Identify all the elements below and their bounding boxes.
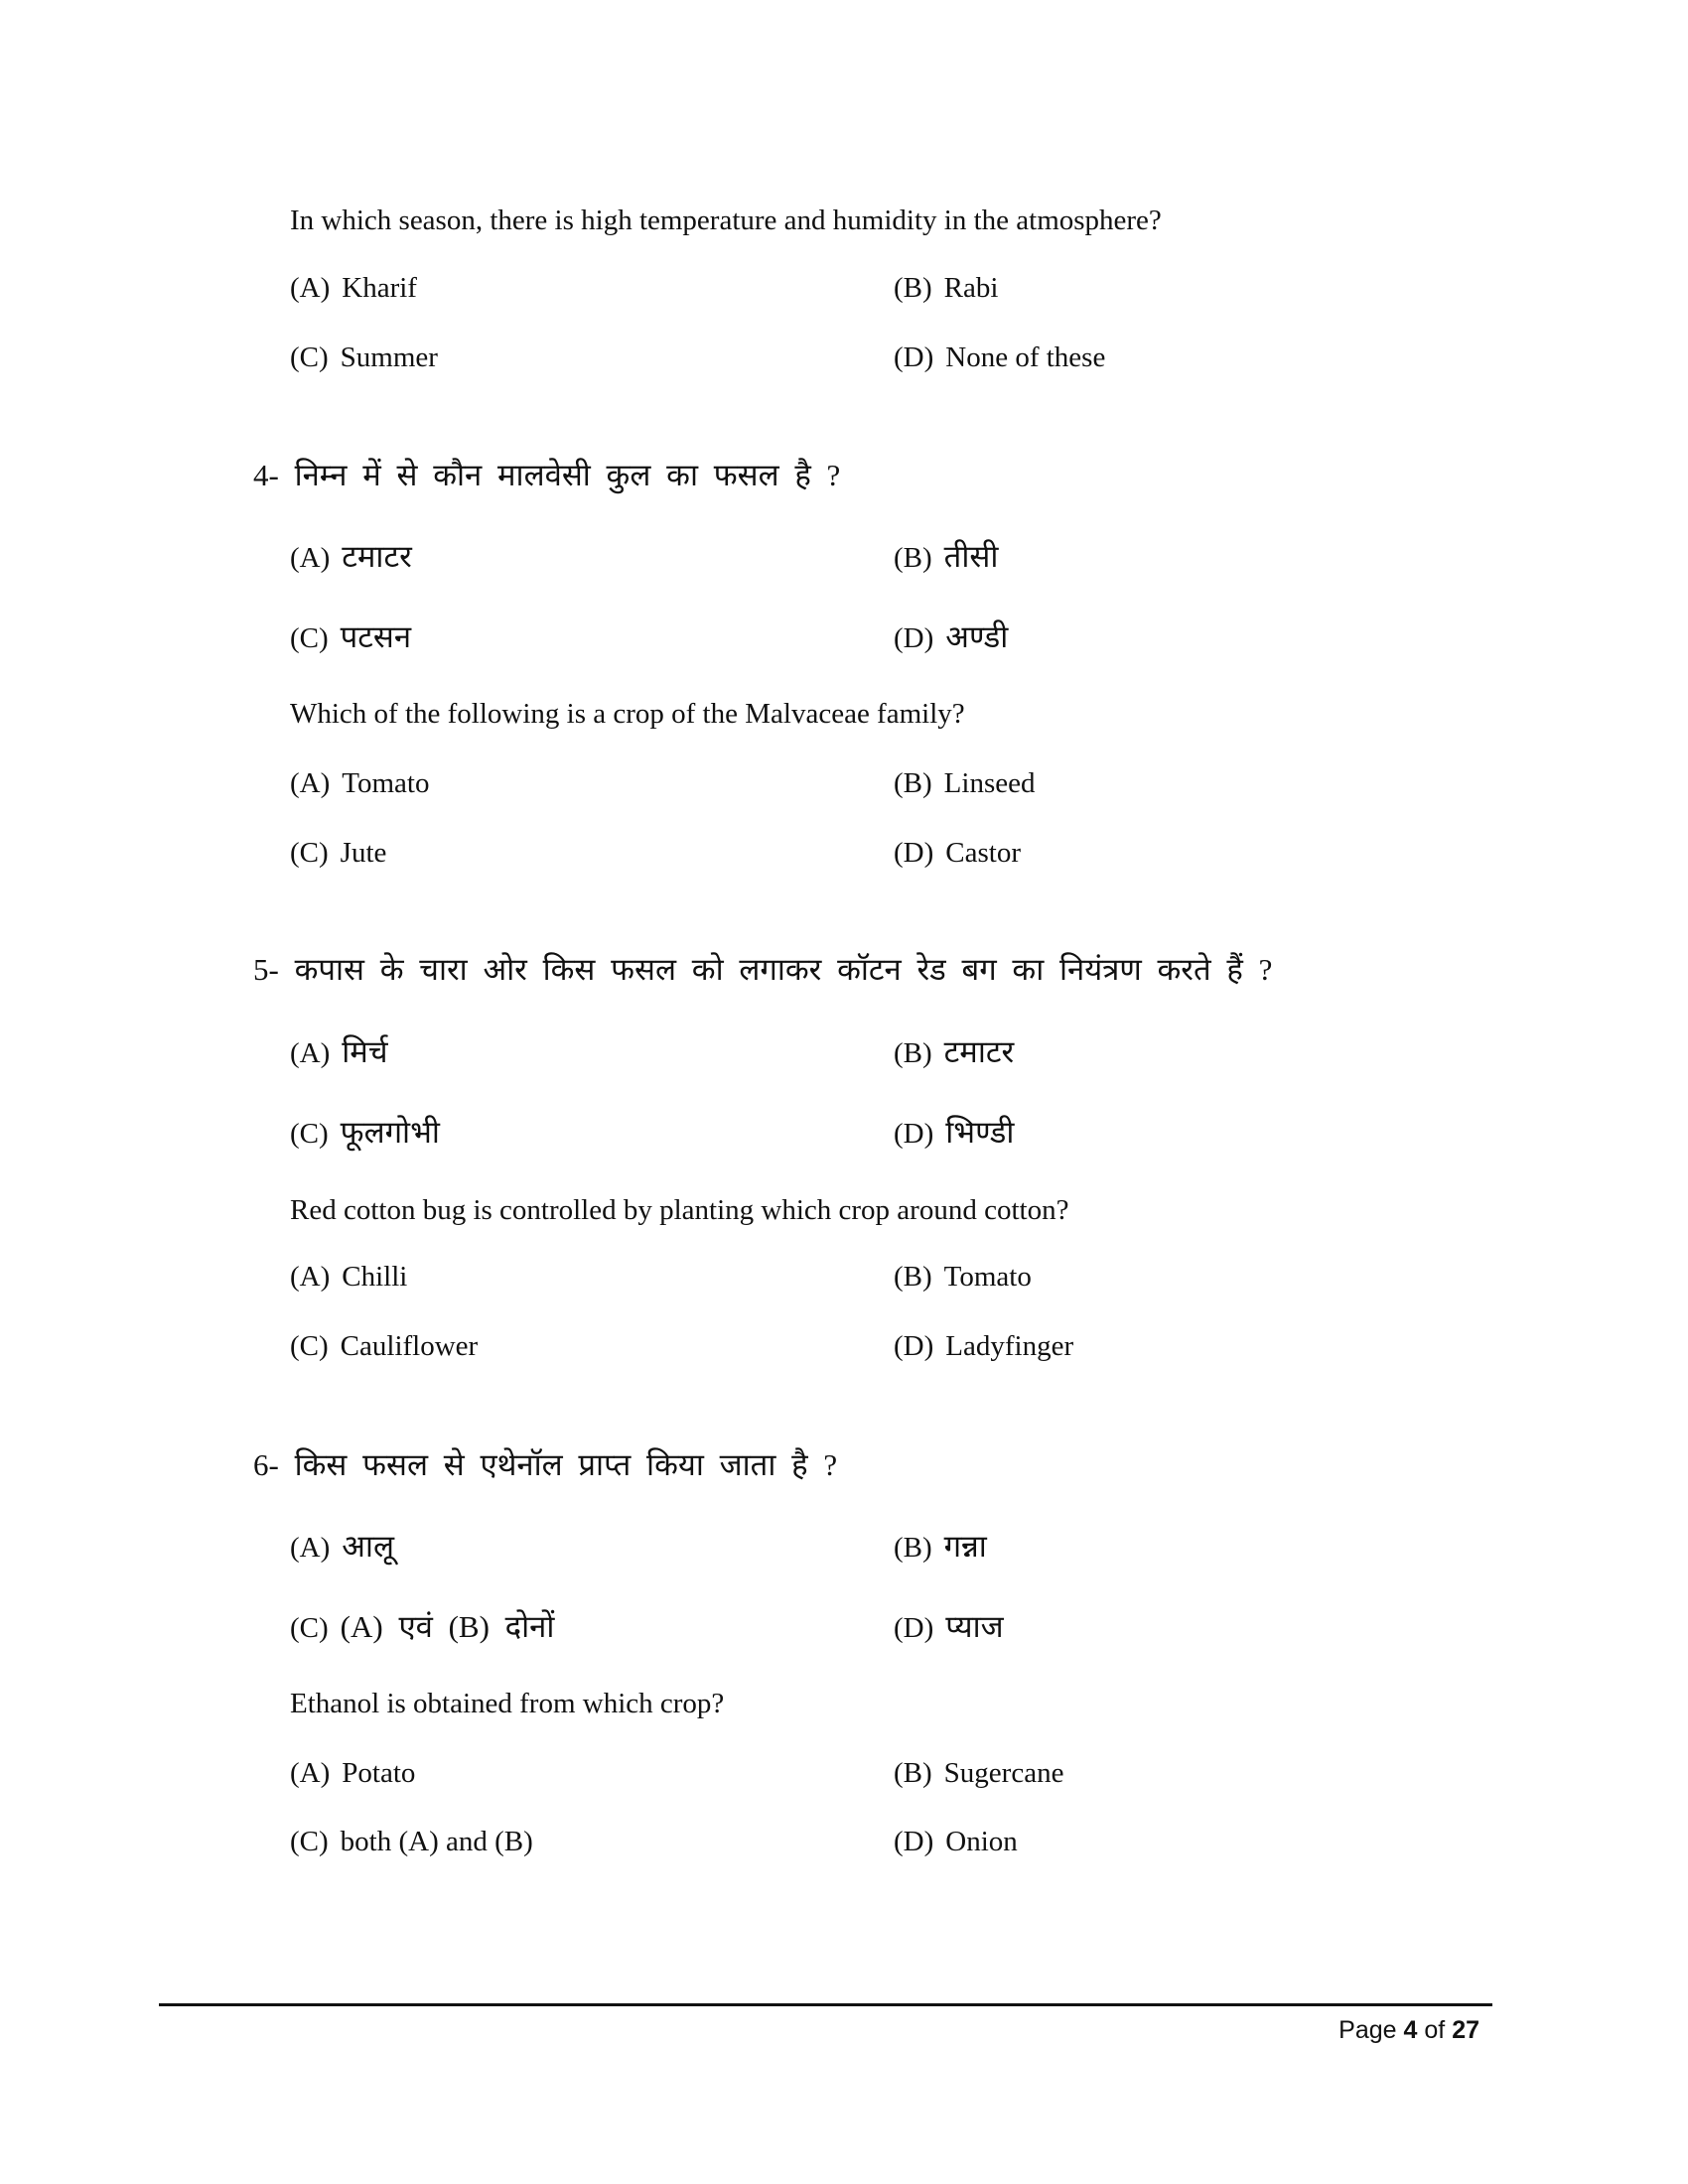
option-a bbox=[290, 270, 417, 306]
question-number: 5- bbox=[253, 952, 279, 987]
option-text: Linseed bbox=[943, 767, 1036, 799]
question-text: किस फसल से एथेनॉल प्राप्त किया जाता है ? bbox=[294, 1447, 838, 1482]
option-b bbox=[894, 1034, 1014, 1071]
option-c bbox=[290, 1328, 478, 1364]
footer-rule bbox=[159, 2003, 1492, 2006]
question-6-hindi bbox=[253, 1447, 837, 1483]
page-word: Page bbox=[1338, 2016, 1397, 2044]
option-text: Kharif bbox=[342, 272, 417, 304]
option-label: (B) bbox=[894, 1532, 932, 1564]
option-a bbox=[290, 1529, 394, 1566]
option-text: तीसी bbox=[943, 539, 999, 574]
option-d bbox=[894, 619, 1008, 656]
option-label: (A) bbox=[290, 1532, 331, 1564]
question-5-english-text: Red cotton bug is controlled by planting which crop around cotton? bbox=[290, 1194, 1069, 1226]
option-label: (B) bbox=[894, 272, 932, 304]
option-text: Sugercane bbox=[943, 1757, 1064, 1789]
option-text: गन्ना bbox=[943, 1529, 987, 1564]
option-text: अण्डी bbox=[945, 619, 1009, 654]
option-label: (B) bbox=[894, 542, 932, 574]
option-a bbox=[290, 1755, 415, 1791]
option-label: (B) bbox=[894, 1757, 932, 1789]
option-text: Summer bbox=[340, 341, 438, 373]
option-text: पटसन bbox=[340, 619, 412, 654]
option-label: (D) bbox=[894, 1826, 934, 1857]
page-number bbox=[1338, 2015, 1479, 2045]
option-label: (B) bbox=[894, 1261, 932, 1293]
option-a bbox=[290, 1259, 407, 1295]
option-b bbox=[894, 1259, 1032, 1295]
option-a bbox=[290, 539, 412, 576]
option-text: Potato bbox=[342, 1757, 416, 1789]
option-label: (D) bbox=[894, 622, 934, 654]
option-text: टमाटर bbox=[342, 539, 412, 574]
question-4-english-text: Which of the following is a crop of the Malvaceae family? bbox=[290, 698, 965, 730]
option-label: (B) bbox=[894, 767, 932, 799]
option-a bbox=[290, 1034, 388, 1071]
option-label: (C) bbox=[290, 341, 329, 373]
option-text: Jute bbox=[340, 837, 387, 869]
option-c bbox=[290, 340, 438, 375]
option-text: Rabi bbox=[943, 272, 999, 304]
question-text: कपास के चारा ओर किस फसल को लगाकर कॉटन रेड बग का नियंत्रण करते हैं ? bbox=[294, 952, 1273, 987]
option-label: (C) bbox=[290, 1118, 329, 1150]
option-d bbox=[894, 1328, 1073, 1364]
option-label: (A) bbox=[290, 1037, 331, 1069]
option-d bbox=[894, 835, 1021, 871]
option-d bbox=[894, 1115, 1014, 1152]
option-c bbox=[290, 619, 411, 656]
question-5-hindi bbox=[253, 952, 1272, 988]
option-d bbox=[894, 1824, 1018, 1859]
option-text: Chilli bbox=[342, 1261, 408, 1293]
option-c bbox=[290, 1609, 554, 1646]
option-d bbox=[894, 340, 1105, 375]
option-text: None of these bbox=[945, 341, 1106, 373]
option-b bbox=[894, 765, 1035, 801]
option-b bbox=[894, 1529, 987, 1566]
option-text: Cauliflower bbox=[340, 1330, 479, 1362]
option-text: Ladyfinger bbox=[945, 1330, 1074, 1362]
option-text: आलू bbox=[342, 1529, 394, 1564]
option-label: (C) bbox=[290, 622, 329, 654]
option-label: (A) bbox=[290, 272, 331, 304]
option-label: (A) bbox=[290, 1261, 331, 1293]
option-text: प्याज bbox=[945, 1609, 1004, 1644]
option-label: (A) bbox=[290, 542, 331, 574]
option-a bbox=[290, 765, 429, 801]
option-c bbox=[290, 835, 386, 871]
option-text: टमाटर bbox=[943, 1034, 1015, 1069]
option-text: Onion bbox=[945, 1826, 1018, 1857]
option-text: फूलगोभी bbox=[340, 1115, 440, 1150]
question-number: 4- bbox=[253, 458, 279, 492]
option-b bbox=[894, 270, 998, 306]
current-page: 4 bbox=[1403, 2016, 1418, 2044]
option-b bbox=[894, 1755, 1063, 1791]
option-label: (D) bbox=[894, 1330, 934, 1362]
question-text: निम्न में से कौन मालवेसी कुल का फसल है ? bbox=[294, 458, 841, 492]
option-label: (A) bbox=[290, 1757, 331, 1789]
question-6-english-text: Ethanol is obtained from which crop? bbox=[290, 1688, 725, 1719]
option-b bbox=[894, 539, 998, 576]
of-word: of bbox=[1424, 2016, 1446, 2044]
option-label: (C) bbox=[290, 1612, 329, 1644]
option-label: (D) bbox=[894, 1118, 934, 1150]
question-4-hindi bbox=[253, 458, 840, 493]
option-text: भिण्डी bbox=[945, 1115, 1015, 1150]
option-c bbox=[290, 1115, 440, 1152]
option-label: (D) bbox=[894, 1612, 934, 1644]
option-text: Tomato bbox=[943, 1261, 1032, 1293]
total-pages: 27 bbox=[1452, 2016, 1479, 2044]
option-label: (B) bbox=[894, 1037, 932, 1069]
option-c bbox=[290, 1824, 533, 1859]
option-d bbox=[894, 1609, 1004, 1646]
option-label: (D) bbox=[894, 341, 934, 373]
option-text: both (A) and (B) bbox=[340, 1826, 533, 1857]
question-3-english-text: In which season, there is high temperature and humidity in the atmosphere? bbox=[290, 205, 1162, 236]
option-label: (C) bbox=[290, 837, 329, 869]
option-text: मिर्च bbox=[342, 1034, 388, 1069]
option-text: (A) एवं (B) दोनों bbox=[340, 1609, 555, 1644]
option-label: (C) bbox=[290, 1826, 329, 1857]
option-label: (D) bbox=[894, 837, 934, 869]
option-text: Tomato bbox=[342, 767, 430, 799]
option-text: Castor bbox=[945, 837, 1021, 869]
option-label: (A) bbox=[290, 767, 331, 799]
option-label: (C) bbox=[290, 1330, 329, 1362]
question-number: 6- bbox=[253, 1447, 279, 1482]
